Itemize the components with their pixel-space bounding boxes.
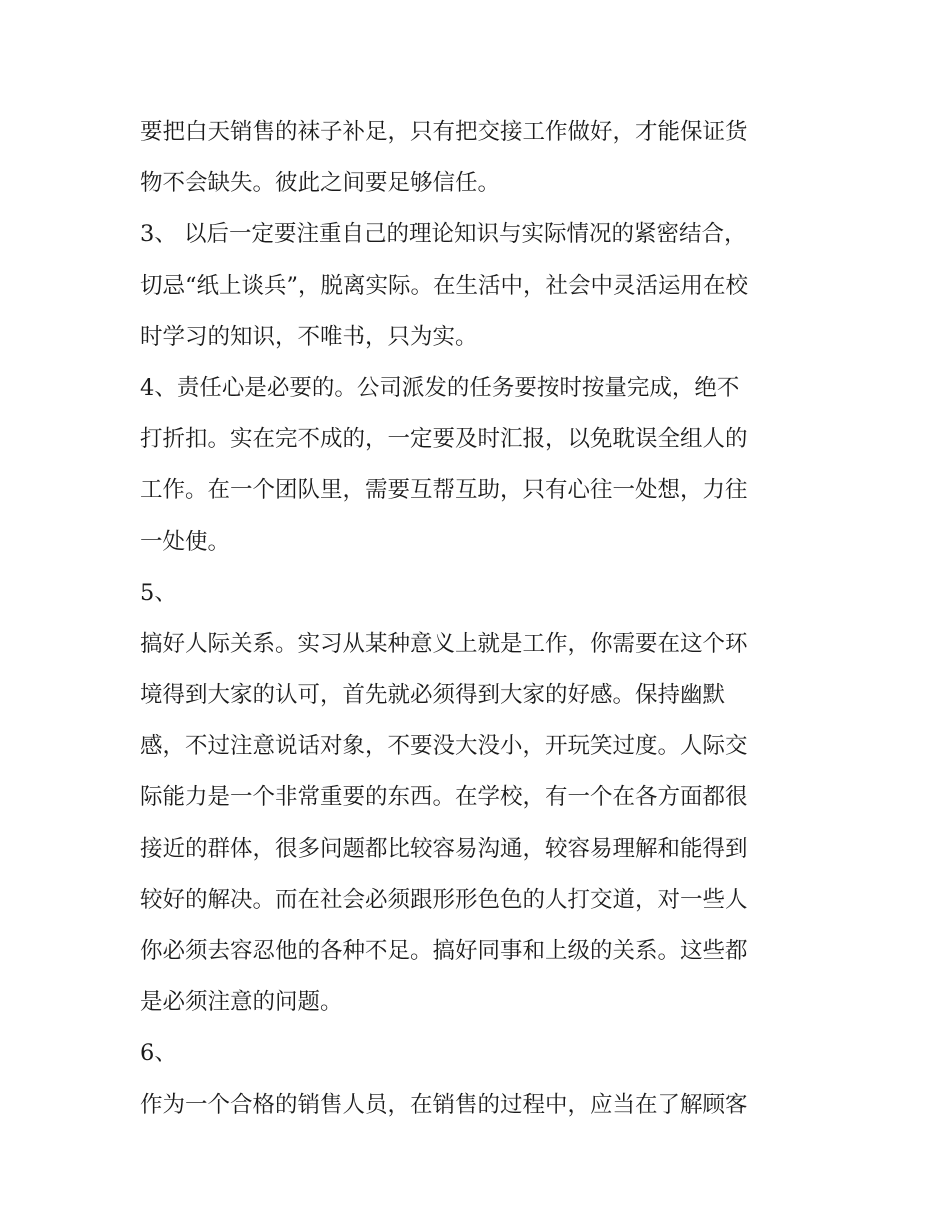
text-line: 你必须去容忍他的各种不足。搞好同事和上级的关系。这些都 xyxy=(140,938,748,964)
text-line: 5、 xyxy=(140,579,177,606)
text-line: 6、 xyxy=(140,1040,177,1067)
text-line: 境得到大家的认可，首先就必须得到大家的好感。保持幽默 xyxy=(140,682,726,709)
text-line: 3、 以后一定要注重自己的理论知识与实际情况的紧密结合， xyxy=(140,221,747,248)
text-line: 搞好人际关系。实习从某种意义上就是工作，你需要在这个环 xyxy=(140,630,748,657)
text-line: 4、责任心是必要的。公司派发的任务要按时按量完成，绝不 xyxy=(140,374,740,401)
text-line: 打折扣。实在完不成的，一定要及时汇报，以免耽误全组人的 xyxy=(140,426,748,453)
text-line: 作为一个合格的销售人员，在销售的过程中，应当在了解顾客 xyxy=(140,1091,748,1118)
text-line: 要把白天销售的袜子补足，只有把交接工作做好，才能保证货 xyxy=(140,119,748,145)
text-line: 一处使。 xyxy=(140,528,231,555)
text-line: 际能力是一个非常重要的东西。在学校，有一个在各方面都很 xyxy=(140,784,748,811)
text-line: 感，不过注意说话对象，不要没大没小，开玩笑过度。人际交 xyxy=(140,733,748,760)
text-line: 工作。在一个团队里，需要互帮互助，只有心往一处想，力往 xyxy=(140,477,748,504)
text-line: 是必须注意的问题。 xyxy=(140,989,343,1016)
text-line: 接近的群体，很多问题都比较容易沟通，较容易理解和能得到 xyxy=(140,835,748,862)
text-line: 时学习的知识，不唯书，只为实。 xyxy=(140,323,478,350)
text-line: 物不会缺失。彼此之间要足够信任。 xyxy=(140,170,501,197)
text-line: 较好的解决。而在社会必须跟形形色色的人打交道，对一些人 xyxy=(140,886,748,913)
document-body xyxy=(140,107,820,1131)
text-line: 切忌“纸上谈兵”，脱离实际。在生活中，社会中灵活运用在校 xyxy=(140,272,749,299)
